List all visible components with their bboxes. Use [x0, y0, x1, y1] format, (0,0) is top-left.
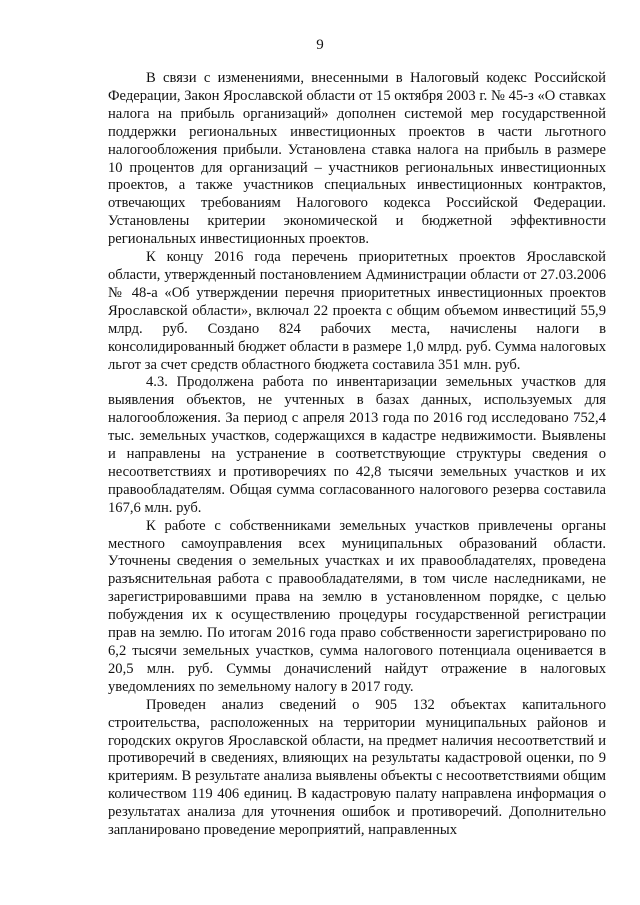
paragraph-landowners-work: К работе с собственниками земельных участков привлечены органы местного самоуправления всех муниципальных образований области. Уточнены сведения о земельных участках и их правообладателях, проведена разъяснительная работа с правообладателями, в том числе наследниками, не зарегистрировавшими права на землю в установленном порядке, с целью побуждения их к осуществлению процедуры государственной регистрации прав на землю. По итогам 2016 года право собственности зарегистрировано по 6,2 тысячи земельных участков, сумма налогового потенциала оценивается в 20,5 млн. руб. Суммы доначислений найдут отражение в налоговых уведомлениях по земельному налогу в 2017 году. [108, 517, 606, 695]
paragraph-priority-projects: К концу 2016 года перечень приоритетных проектов Ярославской области, утвержденный постановлением Администрации области от 27.03.2006 № 48-а «Об утверждении перечня приоритетных инвестиционных проектов Ярославской области», включал 22 проекта с общим объемом инвестиций 55,9 млрд. руб. Создано 824 рабочих места, начислены налоги в консолидированный бюджет области в размере 1,0 млрд. руб. Сумма налоговых льгот за счет средств областного бюджета составила 351 млн. руб. [108, 249, 606, 373]
body-text [108, 70, 606, 840]
paragraph-tax-code-changes: В связи с изменениями, внесенными в Налоговый кодекс Российской Федерации, Закон Ярославской области от 15 октября 2003 г. № 45-з «О ставках налога на прибыль организаций» дополнен системой мер государственной поддержки региональных инвестиционных проектов в части льготного налогообложения прибыли. Установлена ставка налога на прибыль в размере 10 процентов для организаций – участников региональных инвестиционных проектов, а также участников специальных инвестиционных контрактов, отвечающих требованиям Налогового кодекса Российской Федерации. Установлены критерии экономической и бюджетной эффективности региональных инвестиционных проектов. [108, 70, 606, 248]
page-number: 9 [316, 37, 324, 53]
paragraph-capital-construction-analysis: Проведен анализ сведений о 905 132 объектах капитального строительства, расположенных на территории муниципальных районов и городских округов Ярославской области, на предмет наличия несоответствий и противоречий в сведениях, влияющих на результаты кадастровой оценки, по 9 критериям. В результате анализа выявлены объекты с несоответствиями общим количеством 119 406 единиц. В кадастровую палату направлена информация о результатах анализа для уточнения ошибок и противоречий. Дополнительно запланировано проведение мероприятий, направленных [108, 696, 606, 839]
paragraph-land-inventory: 4.3. Продолжена работа по инвентаризации земельных участков для выявления объектов, не учтенных в базах данных, используемых для налогообложения. За период с апреля 2013 года по 2016 год исследовано 752,4 тыс. земельных участков, содержащихся в кадастре недвижимости. Выявлены и направлены на устранение в соответствующие структуры сведения о несоответствиях и противоречиях по 42,8 тысячи земельных участков и их правообладателям. Общая сумма согласованного налогового резерва составила 167,6 млн. руб. [108, 374, 606, 516]
